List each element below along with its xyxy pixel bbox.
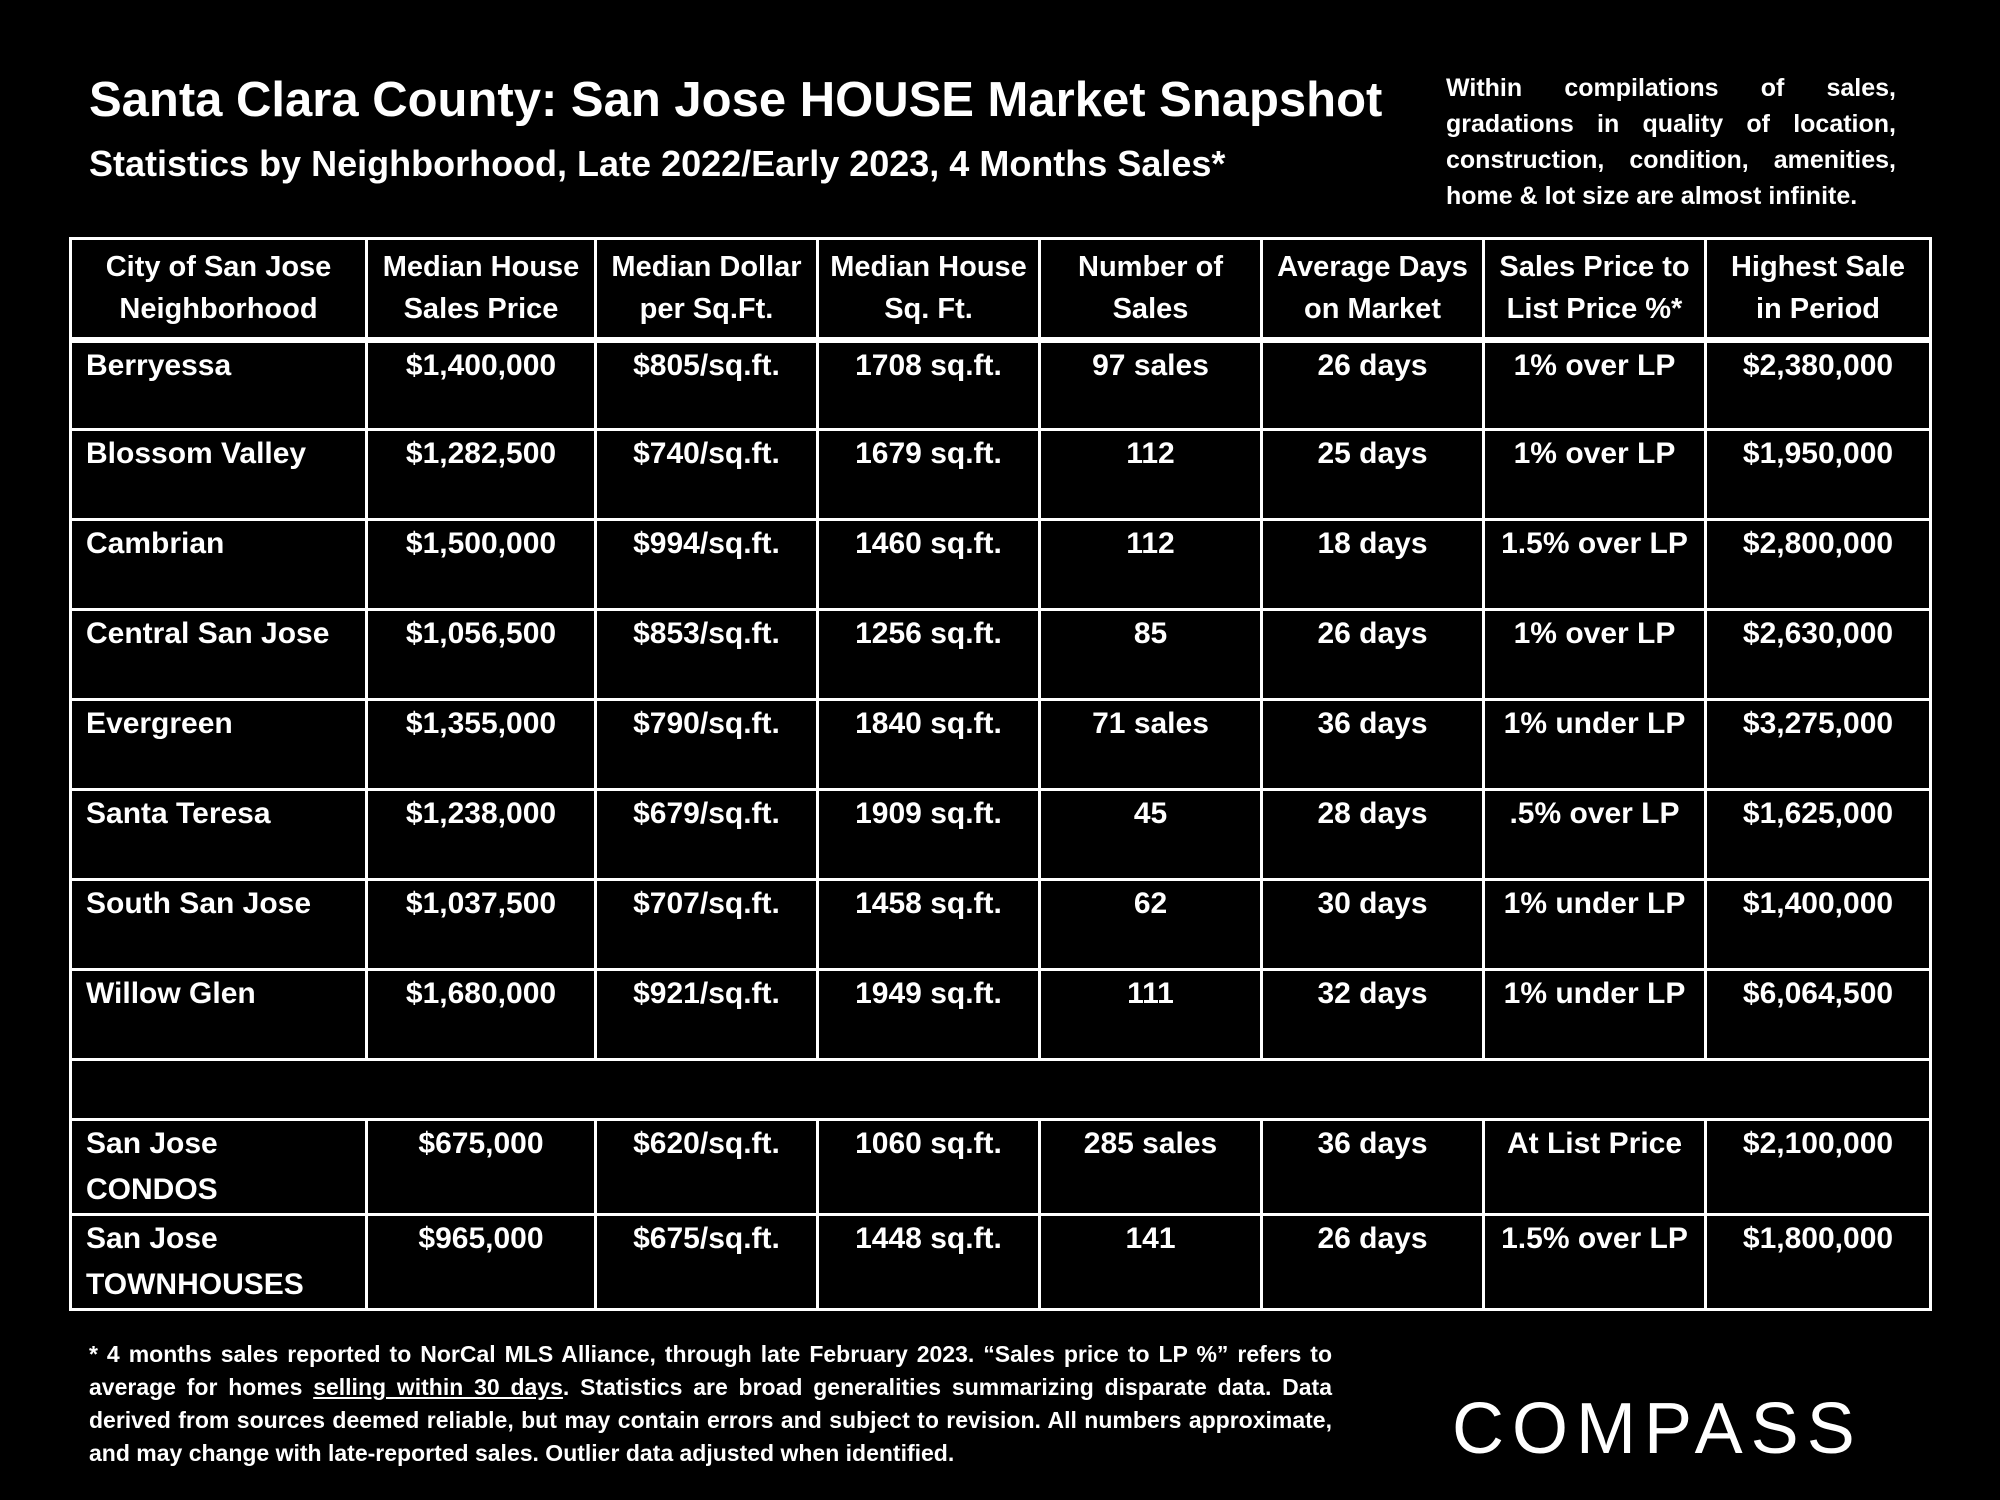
median-sqft-cell: 1256 sq.ft. — [818, 610, 1040, 700]
neighborhood-cell: San Jose CONDOS — [71, 1120, 367, 1215]
highest-sale-cell: $2,800,000 — [1706, 520, 1931, 610]
highest-sale-cell: $6,064,500 — [1706, 970, 1931, 1060]
median-sqft-cell: 1460 sq.ft. — [818, 520, 1040, 610]
number-of-sales-cell: 111 — [1040, 970, 1262, 1060]
footnote-text-2: . Statistics are broad generalities summarizing disparate data. Data derived from sources deemed reliable, but may contain errors and subject to revision. All numbers approximate, and may change with late-reported sales. Outlier data adjusted when identified. — [89, 1374, 1332, 1466]
days-on-market-cell: 36 days — [1262, 1120, 1484, 1215]
table-row — [71, 430, 1931, 520]
side-note: Within compilations of sales, gradations in quality of location, construction, condition, amenities, home & lot size are almost infinite. — [1446, 74, 1896, 210]
page-title: Santa Clara County: San Jose HOUSE Market Snapshot — [89, 73, 1383, 127]
neighborhood-cell: Willow Glen — [71, 970, 367, 1060]
column-header-sales-to-list: Sales Price to List Price %* — [1484, 239, 1706, 340]
column-header-dollar-per-sqft: Median Dollar per Sq.Ft. — [596, 239, 818, 340]
median-sqft-cell: 1458 sq.ft. — [818, 880, 1040, 970]
sales-to-list-cell: 1.5% over LP — [1484, 520, 1706, 610]
neighborhood-cell: San Jose TOWNHOUSES — [71, 1215, 367, 1310]
median-sqft-cell: 1909 sq.ft. — [818, 790, 1040, 880]
days-on-market-cell: 30 days — [1262, 880, 1484, 970]
neighborhood-cell: Cambrian — [71, 520, 367, 610]
days-on-market-cell: 25 days — [1262, 430, 1484, 520]
neighborhood-cell: Evergreen — [71, 700, 367, 790]
column-header-median-sqft: Median House Sq. Ft. — [818, 239, 1040, 340]
highest-sale-cell: $1,625,000 — [1706, 790, 1931, 880]
median-price-cell: $1,037,500 — [367, 880, 596, 970]
median-price-cell: $1,355,000 — [367, 700, 596, 790]
median-price-cell: $1,500,000 — [367, 520, 596, 610]
table-header-row — [71, 239, 1931, 340]
days-on-market-cell: 32 days — [1262, 970, 1484, 1060]
highest-sale-cell: $2,630,000 — [1706, 610, 1931, 700]
column-header-neighborhood: City of San Jose Neighborhood — [71, 239, 367, 340]
median-price-cell: $1,056,500 — [367, 610, 596, 700]
sales-to-list-cell: .5% over LP — [1484, 790, 1706, 880]
dollar-per-sqft-cell: $675/sq.ft. — [596, 1215, 818, 1310]
table-row — [71, 970, 1931, 1060]
days-on-market-cell: 28 days — [1262, 790, 1484, 880]
footnote-underlined: selling within 30 days — [313, 1374, 563, 1400]
table-row — [71, 1120, 1931, 1215]
sales-to-list-cell: 1% under LP — [1484, 700, 1706, 790]
median-sqft-cell: 1840 sq.ft. — [818, 700, 1040, 790]
dollar-per-sqft-cell: $805/sq.ft. — [596, 340, 818, 430]
spacer-cell — [71, 1060, 1931, 1120]
median-price-cell: $1,680,000 — [367, 970, 596, 1060]
median-sqft-cell: 1679 sq.ft. — [818, 430, 1040, 520]
footnote-text-1: * 4 months sales reported to NorCal MLS Alliance, through late February 2023. “Sales price to LP %” refers to average for homes — [89, 1341, 1332, 1400]
column-header-median-price: Median House Sales Price — [367, 239, 596, 340]
highest-sale-cell: $2,100,000 — [1706, 1120, 1931, 1215]
days-on-market-cell: 36 days — [1262, 700, 1484, 790]
sales-to-list-cell: 1% under LP — [1484, 880, 1706, 970]
number-of-sales-cell: 45 — [1040, 790, 1262, 880]
table-row — [71, 610, 1931, 700]
table-row — [71, 520, 1931, 610]
table-row — [71, 790, 1931, 880]
compass-logo: COMPASS — [1452, 1389, 1863, 1469]
table-row — [71, 880, 1931, 970]
neighborhood-cell: Central San Jose — [71, 610, 367, 700]
days-on-market-cell: 26 days — [1262, 1215, 1484, 1310]
number-of-sales-cell: 85 — [1040, 610, 1262, 700]
highest-sale-cell: $1,400,000 — [1706, 880, 1931, 970]
sales-to-list-cell: 1% over LP — [1484, 430, 1706, 520]
sales-to-list-cell: 1% under LP — [1484, 970, 1706, 1060]
sales-to-list-cell: At List Price — [1484, 1120, 1706, 1215]
dollar-per-sqft-cell: $994/sq.ft. — [596, 520, 818, 610]
column-header-number-of-sales: Number of Sales — [1040, 239, 1262, 340]
column-header-highest-sale: Highest Sale in Period — [1706, 239, 1931, 340]
days-on-market-cell: 26 days — [1262, 610, 1484, 700]
number-of-sales-cell: 112 — [1040, 520, 1262, 610]
dollar-per-sqft-cell: $921/sq.ft. — [596, 970, 818, 1060]
median-price-cell: $1,400,000 — [367, 340, 596, 430]
dollar-per-sqft-cell: $790/sq.ft. — [596, 700, 818, 790]
footnote — [89, 1338, 1332, 1470]
page-subtitle: Statistics by Neighborhood, Late 2022/Early 2023, 4 Months Sales* — [89, 143, 1226, 184]
dollar-per-sqft-cell: $620/sq.ft. — [596, 1120, 818, 1215]
number-of-sales-cell: 97 sales — [1040, 340, 1262, 430]
dollar-per-sqft-cell: $707/sq.ft. — [596, 880, 818, 970]
days-on-market-cell: 18 days — [1262, 520, 1484, 610]
highest-sale-cell: $1,800,000 — [1706, 1215, 1931, 1310]
dollar-per-sqft-cell: $679/sq.ft. — [596, 790, 818, 880]
neighborhood-cell: Blossom Valley — [71, 430, 367, 520]
median-sqft-cell: 1060 sq.ft. — [818, 1120, 1040, 1215]
number-of-sales-cell: 71 sales — [1040, 700, 1262, 790]
median-price-cell: $1,282,500 — [367, 430, 596, 520]
median-sqft-cell: 1448 sq.ft. — [818, 1215, 1040, 1310]
median-sqft-cell: 1949 sq.ft. — [818, 970, 1040, 1060]
highest-sale-cell: $2,380,000 — [1706, 340, 1931, 430]
median-price-cell: $965,000 — [367, 1215, 596, 1310]
neighborhood-cell: Berryessa — [71, 340, 367, 430]
neighborhood-cell: South San Jose — [71, 880, 367, 970]
number-of-sales-cell: 141 — [1040, 1215, 1262, 1310]
spacer-row — [71, 1060, 1931, 1120]
sales-to-list-cell: 1.5% over LP — [1484, 1215, 1706, 1310]
median-sqft-cell: 1708 sq.ft. — [818, 340, 1040, 430]
column-header-days-on-market: Average Days on Market — [1262, 239, 1484, 340]
highest-sale-cell: $3,275,000 — [1706, 700, 1931, 790]
table-row — [71, 340, 1931, 430]
highest-sale-cell: $1,950,000 — [1706, 430, 1931, 520]
table-row — [71, 700, 1931, 790]
neighborhood-cell: Santa Teresa — [71, 790, 367, 880]
table-row — [71, 1215, 1931, 1310]
median-price-cell: $675,000 — [367, 1120, 596, 1215]
sales-to-list-cell: 1% over LP — [1484, 340, 1706, 430]
dollar-per-sqft-cell: $740/sq.ft. — [596, 430, 818, 520]
median-price-cell: $1,238,000 — [367, 790, 596, 880]
number-of-sales-cell: 62 — [1040, 880, 1262, 970]
number-of-sales-cell: 285 sales — [1040, 1120, 1262, 1215]
sales-to-list-cell: 1% over LP — [1484, 610, 1706, 700]
dollar-per-sqft-cell: $853/sq.ft. — [596, 610, 818, 700]
days-on-market-cell: 26 days — [1262, 340, 1484, 430]
market-table — [69, 237, 1932, 1311]
number-of-sales-cell: 112 — [1040, 430, 1262, 520]
